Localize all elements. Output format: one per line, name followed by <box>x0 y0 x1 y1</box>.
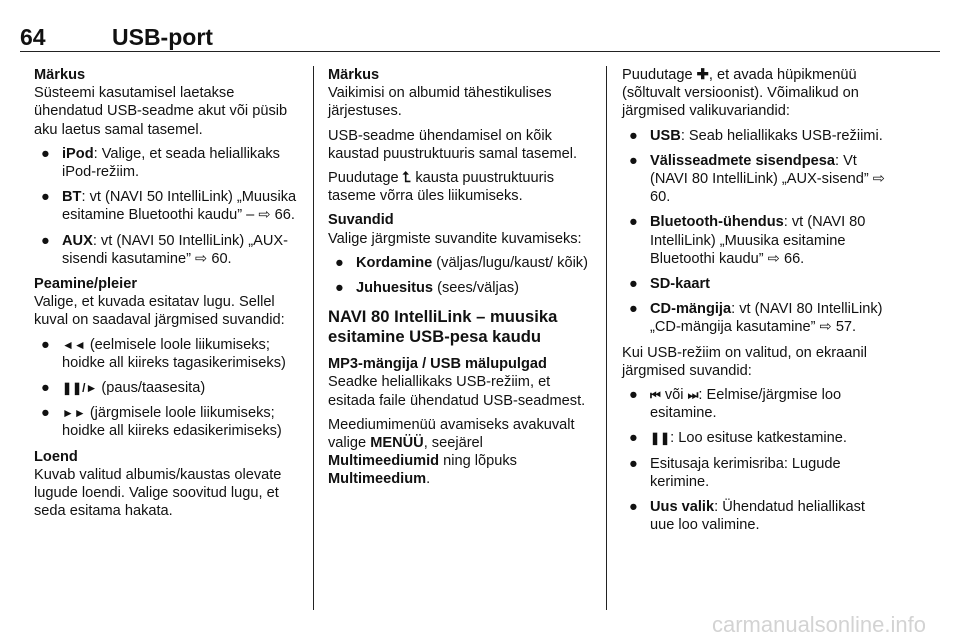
column-divider-1 <box>313 66 314 610</box>
options-list <box>328 254 588 297</box>
bullet-icon: ● <box>629 455 638 472</box>
bullet-icon: ● <box>41 380 50 397</box>
fast-forward-icon: ►► <box>62 406 86 421</box>
popup-options-list <box>622 127 890 337</box>
note-title: Märkus <box>328 67 380 83</box>
list-item: ● BT: vt (NAVI 50 IntelliLink) „Muusika esitamine Bluetoothi kaudu” – ⇨ 66. <box>41 189 297 224</box>
list-text: Kuvab valitud albumis/kaustas olevate lugude loendi. Valige soovitud lugu, et seda esitama hakata. <box>34 466 282 520</box>
column-2 <box>328 66 588 495</box>
list-item: ● Kordamine (väljas/lugu/kaust/ kõik) <box>335 254 588 271</box>
folder-up-text: Puudutage ⮤ kausta puustruktuuris taseme võrra üles liikumiseks. <box>328 170 555 205</box>
bullet-icon: ● <box>629 430 638 447</box>
note-title: Märkus <box>34 67 86 83</box>
list-item: ● USB: Seab heliallikaks USB-režiimi. <box>629 127 883 144</box>
bullet-icon: ● <box>41 405 50 422</box>
player-text: Valige, et kuvada esitatav lugu. Sellel kuval on saadaval järgmised suvandid: <box>34 294 285 329</box>
column-3 <box>622 66 890 541</box>
list-item: ● Bluetooth-ühendus: vt (NAVI 80 IntelliLink) „Muusika esitamine Bluetoothi kaudu” ⇨ 66. <box>629 214 866 267</box>
pause-play-icon: ❚❚/► <box>62 381 98 396</box>
folder-up-icon: ⮤ <box>402 170 412 187</box>
list-item: ● CD-mängija: vt (NAVI 80 IntelliLink) „CD-mängija kasutamine” ⇨ 57. <box>629 301 883 336</box>
list-item: ● ◄◄ (eelmisele loole liikumiseks; hoidke all kiireks tagasikerimiseks) <box>41 336 286 371</box>
note-text: Süsteemi kasutamisel laetakse ühendatud USB-seadme akut või püsib aku laetus samal tasemel. <box>34 85 288 138</box>
bullet-icon: ● <box>41 145 50 162</box>
source-list <box>34 145 299 268</box>
bullet-icon: ● <box>629 214 638 231</box>
plus-icon: ✚ <box>696 67 709 83</box>
column-1 <box>34 66 299 526</box>
bullet-icon: ● <box>41 336 50 353</box>
popup-intro-text: Puudutage ✚, et avada hüpikmenüü (sõltuvalt versioonist). Võimalikud on järgmised valikuvariandid: <box>622 67 859 120</box>
bullet-icon: ● <box>629 301 638 318</box>
list-item: ● ⏮ või ⏭: Eelmise/järgmise loo esitamine. <box>629 387 842 422</box>
bullet-icon: ● <box>629 152 638 169</box>
list-item: ● Uus valik: Ühendatud heliallikast uue loo valimine. <box>629 499 865 534</box>
bullet-icon: ● <box>629 387 638 404</box>
menu-text: Meediumimenüü avamiseks avakuvalt valige MENÜÜ, seejärel Multimeediumid ning lõpuks Multimeedium. <box>328 416 575 488</box>
page-ref: 66. <box>274 207 295 224</box>
subsection-text: Seadke heliallikaks USB-režiim, et esitada faile ühendatud USB-seadmest. <box>328 374 586 409</box>
footer-watermark: carmanualsonline.info <box>711 612 926 637</box>
note-text: USB-seadme ühendamisel on kõik kaustad puustruktuuris samal tasemel. <box>328 127 578 162</box>
bullet-icon: ● <box>41 232 50 249</box>
page-ref: 60. <box>650 189 671 206</box>
list-item: ● AUX: vt (NAVI 50 IntelliLink) „AUX-sisendi kasutamine” ⇨ 60. <box>41 232 288 267</box>
page-ref-icon: ⇨ <box>872 171 885 188</box>
usb-mode-text: Kui USB-režiim on valitud, on ekraanil järgmised suvandid: <box>622 344 867 379</box>
bullet-icon: ● <box>629 499 638 516</box>
page-header <box>20 24 940 54</box>
list-item: ● ►► (järgmisele loole liikumiseks; hoidke all kiireks edasikerimiseks) <box>41 405 282 440</box>
bullet-icon: ● <box>335 280 344 297</box>
list-item: ● ❚❚: Loo esituse katkestamine. <box>629 430 847 447</box>
options-title: Suvandid <box>328 212 394 229</box>
skip-previous-icon: ⏮ <box>650 388 661 403</box>
rewind-icon: ◄◄ <box>62 337 86 352</box>
section-title: NAVI 80 IntelliLink – muusika esitamine USB-pesa kaudu <box>328 307 558 347</box>
list-item: ● Esitusaja kerimisriba: Lugude kerimine. <box>629 455 841 490</box>
player-title: Peamine/pleier <box>34 276 138 293</box>
column-divider-2 <box>606 66 607 610</box>
player-options-list <box>34 336 299 441</box>
header-rule <box>20 51 940 52</box>
bullet-icon: ● <box>41 189 50 206</box>
page-ref: 60. <box>211 250 232 267</box>
page-ref-icon: ⇨ <box>258 207 271 224</box>
skip-next-icon: ⏭ <box>687 388 699 403</box>
list-title: Loend <box>34 448 78 465</box>
list-item: ● ❚❚/► (paus/taasesita) <box>41 380 206 397</box>
pause-icon: ❚❚ <box>650 431 671 446</box>
options-text: Valige järgmiste suvandite kuvamiseks: <box>328 230 582 247</box>
page-title: USB-port <box>112 24 213 50</box>
page-ref-icon: ⇨ <box>819 319 832 336</box>
usb-options-list <box>622 386 890 534</box>
page-ref: 57. <box>835 319 857 336</box>
subsection-title: MP3-mängija / USB mälupulgad <box>328 356 547 373</box>
page-ref: 66. <box>783 250 805 267</box>
list-item: ● Välisseadmete sisendpesa: Vt (NAVI 80 IntelliLink) „AUX-sisend” ⇨ 60. <box>629 152 885 206</box>
bullet-icon: ● <box>629 276 638 293</box>
page-ref-icon: ⇨ <box>195 250 208 267</box>
page-ref-icon: ⇨ <box>767 250 780 267</box>
list-item: ● SD-kaart <box>629 276 711 293</box>
bullet-icon: ● <box>629 127 638 144</box>
bullet-icon: ● <box>335 254 344 271</box>
list-item: ● Juhuesitus (sees/väljas) <box>335 280 520 297</box>
page-number: 64 <box>20 24 46 50</box>
list-item: ● iPod: Valige, et seada heliallikaks iPod-režiim. <box>41 145 280 181</box>
note-text: Vaikimisi on albumid tähestikulises järjestuses. <box>328 85 552 120</box>
